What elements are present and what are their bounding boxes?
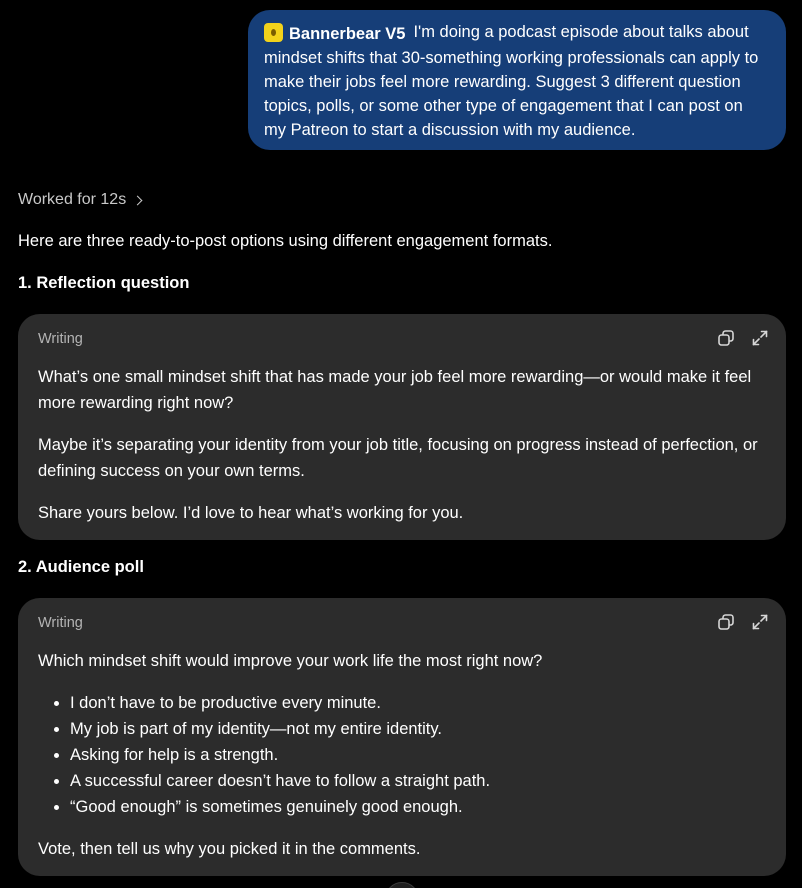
expand-icon[interactable] [750, 328, 770, 348]
poll-question: Which mindset shift would improve your work life the most right now? [38, 652, 543, 670]
card-actions [716, 328, 770, 348]
poll-option: • A successful career doesn’t have to follow a straight path. [70, 768, 766, 794]
writing-card-reflection [18, 314, 786, 540]
poll-option: • I don’t have to be productive every minute. [70, 690, 766, 716]
scroll-down-button[interactable] [385, 882, 419, 888]
tool-chip[interactable] [264, 22, 411, 46]
card-paragraph: Maybe it’s separating your identity from your job title, focusing on progress instead of perfection, or defining success on your own terms. [38, 436, 758, 480]
card-paragraph: Share yours below. I’d love to hear what’s working for you. [38, 504, 464, 522]
section-heading-reflection: 1. Reflection question [18, 274, 190, 292]
card-label: Writing [38, 331, 83, 347]
poll-option: • My job is part of my identity—not my entire identity. [70, 716, 766, 742]
writing-card-poll [18, 598, 786, 876]
section-heading-poll: 2. Audience poll [18, 558, 144, 576]
chevron-right-icon [133, 195, 143, 205]
tool-name: Bannerbear V5 [289, 25, 406, 43]
card-paragraph: What’s one small mindset shift that has made your job feel more rewarding—or would make it feel more rewarding right now? [38, 368, 752, 412]
poll-options-list [38, 690, 766, 820]
worked-for-toggle[interactable] [18, 191, 141, 209]
card-label: Writing [38, 615, 83, 631]
poll-option: • “Good enough” is sometimes genuinely good enough. [70, 794, 766, 820]
assistant-intro: Here are three ready-to-post options using different engagement formats. [18, 232, 553, 250]
user-message-text: I'm doing a podcast episode about talks about mindset shifts that 30-something working professionals can apply to make their jobs feel more rewarding. Suggest 3 different question topics, polls, or some other type of engagement that I can post on my Patreon to start a discussion with my audience. [264, 23, 759, 139]
poll-closing: Vote, then tell us why you picked it in the comments. [38, 840, 421, 858]
poll-option: • Asking for help is a strength. [70, 742, 766, 768]
copy-icon[interactable] [716, 612, 736, 632]
card-actions [716, 612, 770, 632]
worked-for-label: Worked for 12s [18, 191, 127, 208]
bannerbear-logo-icon [264, 23, 283, 42]
user-message-bubble [248, 10, 786, 150]
copy-icon[interactable] [716, 328, 736, 348]
expand-icon[interactable] [750, 612, 770, 632]
